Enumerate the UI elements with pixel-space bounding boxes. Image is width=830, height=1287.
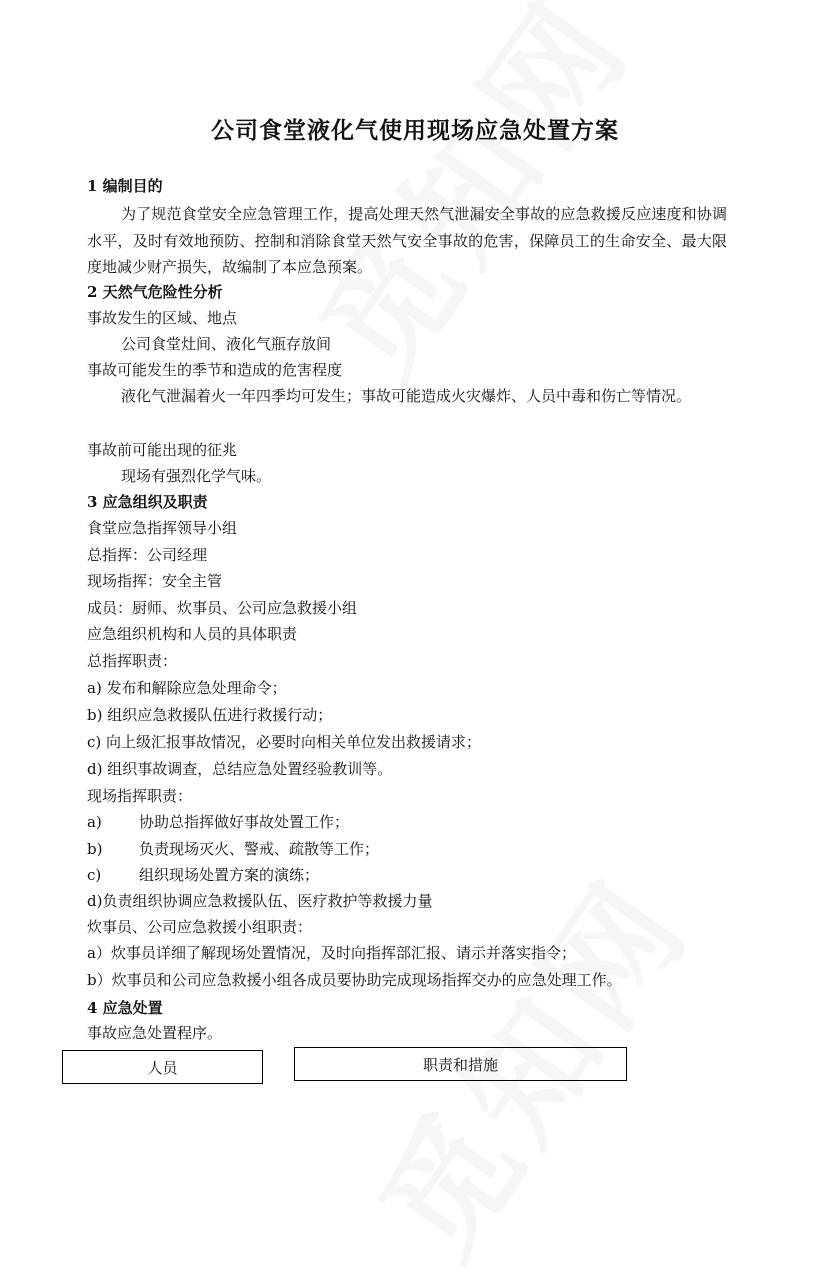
signs-value: 现场有强烈化学气味。: [121, 467, 272, 485]
cook-duties-label: 炊事员、公司应急救援小组职责：: [87, 918, 313, 936]
chief-duties-label: 总指挥职责：: [87, 652, 178, 670]
table-header-duties: [294, 1047, 627, 1081]
season-label: 事故可能发生的季节和造成的危害程度: [87, 361, 343, 379]
signs-label: 事故前可能出现的征兆: [87, 441, 238, 459]
list-marker: a): [87, 813, 102, 831]
section-1-paragraph: 为了规范食堂安全应急管理工作，提高处理天然气泄漏安全事故的应急救援反应速度和协调水平，及时有效地预防、控制和消除食堂天然气安全事故的危害，保障员工的生命安全、最大限度地减少财产损失，故编制了本应急预案。: [87, 205, 727, 276]
site-duty-item: [87, 836, 379, 862]
duties-title: 应急组织机构和人员的具体职责: [87, 625, 298, 643]
section-4-heading: 4 应急处置: [87, 999, 163, 1017]
site-duty-item: d)负责组织协调应急救援队伍、医疗救护等救援力量: [87, 892, 433, 910]
table-header-label: 人员: [147, 1058, 178, 1077]
site-duty-item: [87, 862, 319, 888]
table-header-personnel: [62, 1050, 263, 1084]
site-duty-item: [87, 809, 349, 835]
chief-duty-item: b) 组织应急救援队伍进行救援行动；: [87, 706, 333, 724]
area-label: 事故发生的区域、地点: [87, 309, 238, 327]
site-duty-text: 负责现场灭火、警戒、疏散等工作；: [139, 840, 380, 858]
site-duty-text: 协助总指挥做好事故处置工作；: [139, 813, 350, 831]
group-name: 食堂应急指挥领导小组: [87, 519, 238, 537]
members: 成员：厨师、炊事员、公司应急救援小组: [87, 599, 358, 617]
chief-commander: 总指挥：公司经理: [87, 546, 208, 564]
section-2-heading: 2 天然气危险性分析: [87, 283, 223, 301]
list-marker: c): [87, 866, 102, 884]
area-value: 公司食堂灶间、液化气瓶存放间: [121, 335, 332, 353]
cook-duty-item: b）炊事员和公司应急救援小组各成员要协助完成现场指挥交办的应急处理工作。: [87, 971, 622, 989]
document-title: 公司食堂液化气使用现场应急处置方案: [211, 117, 619, 144]
cook-duty-item: a）炊事员详细了解现场处置情况，及时向指挥部汇报、请示并落实指令；: [87, 944, 576, 962]
site-duty-text: 组织现场处置方案的演练；: [139, 866, 320, 884]
table-header-label: 职责和措施: [422, 1055, 498, 1074]
section-1-heading: 1 编制目的: [87, 177, 163, 195]
site-commander: 现场指挥：安全主管: [87, 572, 223, 590]
chief-duty-item: c) 向上级汇报事故情况，必要时向相关单位发出救援请求；: [87, 733, 482, 751]
site-duties-label: 现场指挥职责：: [87, 787, 193, 805]
chief-duty-item: a) 发布和解除应急处理命令；: [87, 679, 287, 697]
season-value: 液化气泄漏着火一年四季均可发生；事故可能造成火灾爆炸、人员中毒和伤亡等情况。: [121, 387, 692, 405]
chief-duty-item: d) 组织事故调查，总结应急处置经验教训等。: [87, 760, 393, 778]
procedure-label: 事故应急处置程序。: [87, 1024, 223, 1042]
section-3-heading: 3 应急组织及职责: [87, 493, 208, 511]
list-marker: b): [87, 840, 103, 858]
